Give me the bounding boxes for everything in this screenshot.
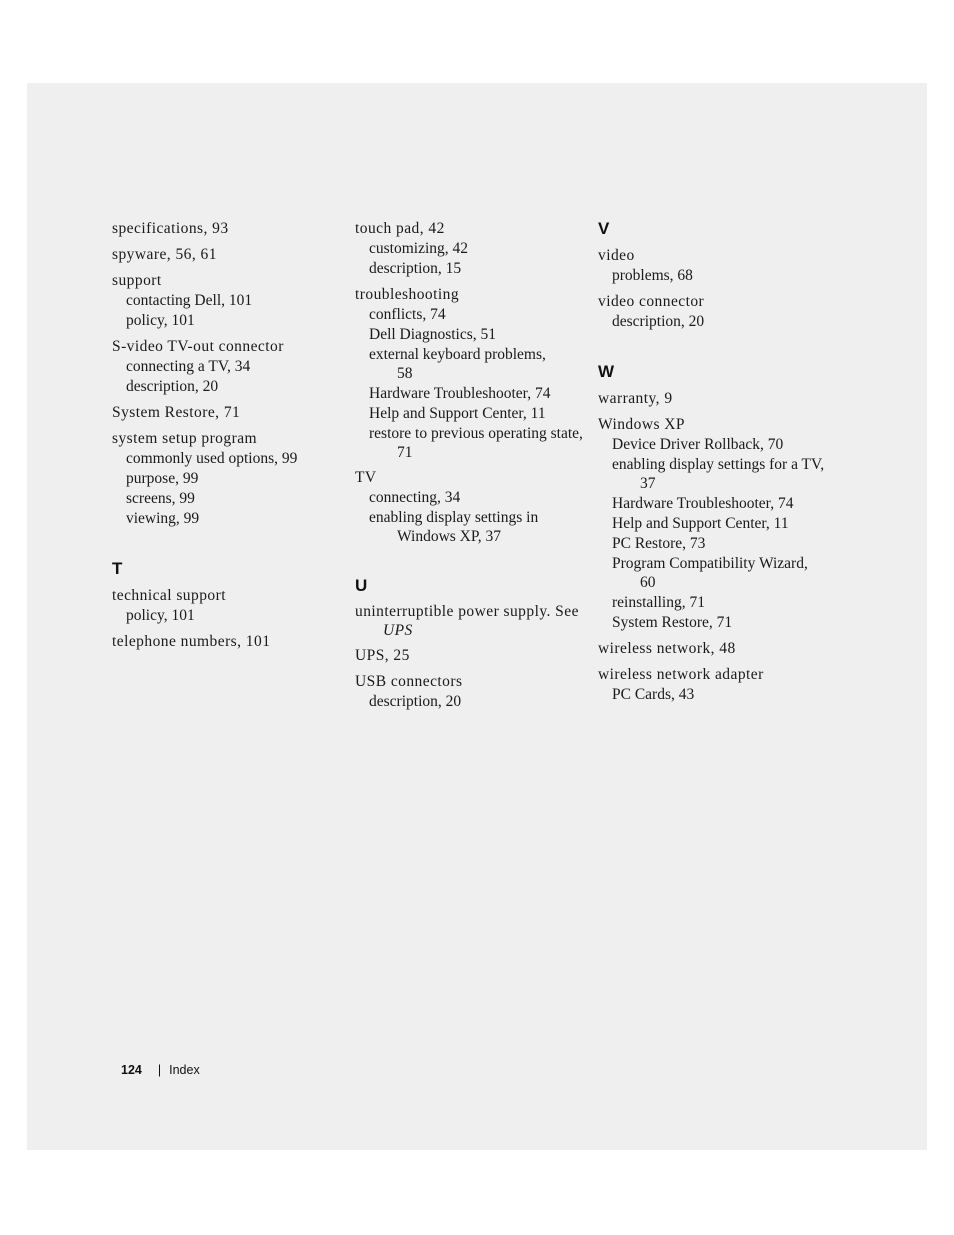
- index-subterm: policy, 101: [126, 607, 195, 624]
- index-entry: [598, 246, 833, 286]
- index-subterm: description, 20: [369, 693, 462, 710]
- index-term: S-video TV-out connector: [112, 338, 284, 355]
- index-entry: [355, 468, 590, 546]
- index-entry: [598, 415, 833, 633]
- index-term: technical support: [112, 587, 226, 604]
- index-subterm: Device Driver Rollback, 70: [612, 436, 784, 453]
- index-term: wireless network, 48: [598, 640, 736, 657]
- index-subterm: PC Restore, 73: [612, 535, 706, 552]
- index-letter-heading: W: [598, 362, 615, 381]
- index-subterm: conflicts, 74: [369, 306, 446, 323]
- index-subterm: description, 20: [612, 313, 705, 330]
- index-subterm: Help and Support Center, 11: [612, 515, 789, 532]
- index-term: support: [112, 272, 162, 289]
- index-subterm: Help and Support Center, 11: [369, 405, 546, 422]
- index-subterm: screens, 99: [126, 490, 195, 507]
- index-entry: [355, 285, 590, 462]
- index-subterm: contacting Dell, 101: [126, 292, 253, 309]
- index-entry: [598, 639, 833, 659]
- index-subterm: policy, 101: [126, 312, 195, 329]
- index-entry: [355, 219, 590, 279]
- index-term: uninterruptible power supply. See UPS: [355, 603, 579, 639]
- footer-separator: |: [157, 1063, 162, 1077]
- index-term: System Restore, 71: [112, 404, 241, 421]
- index-entry: [598, 292, 833, 332]
- index-entry: [355, 603, 590, 640]
- index-term: warranty, 9: [598, 390, 673, 407]
- index-term: wireless network adapter: [598, 666, 764, 683]
- index-term: TV: [355, 469, 377, 486]
- index-entry: [598, 665, 833, 705]
- index-term: system setup program: [112, 430, 258, 447]
- index-term: specifications, 93: [112, 220, 229, 237]
- index-entry: [112, 632, 347, 652]
- index-subterm: System Restore, 71: [612, 614, 733, 631]
- index-subterm: enabling display settings in Windows XP, 37: [369, 509, 539, 545]
- section-name: Index: [169, 1063, 200, 1077]
- index-subterm: restore to previous operating state, 71: [369, 425, 583, 461]
- index-subterm: Program Compatibility Wizard, 60: [612, 555, 808, 591]
- index-entry: [112, 219, 347, 239]
- index-column-2: [355, 219, 590, 718]
- index-entry: [355, 646, 590, 666]
- index-subterm: problems, 68: [612, 267, 693, 284]
- index-subterm: purpose, 99: [126, 470, 199, 487]
- index-entry: [112, 429, 347, 529]
- index-term: Windows XP: [598, 416, 685, 433]
- index-entry: [355, 672, 590, 712]
- index-subterm: Hardware Troubleshooter, 74: [612, 495, 794, 512]
- index-entry: [112, 403, 347, 423]
- index-entry: [112, 271, 347, 331]
- cross-reference: UPS: [383, 621, 413, 639]
- index-subterm: connecting, 34: [369, 489, 461, 506]
- index-subterm: Hardware Troubleshooter, 74: [369, 385, 551, 402]
- index-subterm: Dell Diagnostics, 51: [369, 326, 496, 343]
- index-subterm: description, 15: [369, 260, 462, 277]
- index-term: touch pad, 42: [355, 220, 445, 237]
- index-term: telephone numbers, 101: [112, 633, 271, 650]
- index-entry: [112, 337, 347, 397]
- index-term: troubleshooting: [355, 286, 460, 303]
- index-column-1: [112, 219, 347, 658]
- index-subterm: description, 20: [126, 378, 219, 395]
- index-letter-heading: V: [598, 219, 610, 238]
- index-subterm: commonly used options, 99: [126, 450, 298, 467]
- index-subterm: connecting a TV, 34: [126, 358, 251, 375]
- page-number: 124: [121, 1063, 142, 1077]
- index-entry: [112, 586, 347, 626]
- index-term: UPS, 25: [355, 647, 410, 664]
- index-subterm: external keyboard problems, 58: [369, 346, 546, 382]
- index-subterm: PC Cards, 43: [612, 686, 695, 703]
- index-subterm: customizing, 42: [369, 240, 469, 257]
- index-term: spyware, 56, 61: [112, 246, 217, 263]
- index-letter-heading: T: [112, 559, 123, 578]
- index-letter-heading: U: [355, 576, 368, 595]
- index-entry: [112, 245, 347, 265]
- index-column-3: [598, 219, 833, 711]
- index-term: USB connectors: [355, 673, 463, 690]
- index-subterm: enabling display settings for a TV, 37: [612, 456, 825, 492]
- page-footer: [121, 1062, 200, 1078]
- index-subterm: reinstalling, 71: [612, 594, 705, 611]
- index-term: video: [598, 247, 635, 264]
- index-entry: [598, 389, 833, 409]
- index-subterm: viewing, 99: [126, 510, 200, 527]
- index-term: video connector: [598, 293, 705, 310]
